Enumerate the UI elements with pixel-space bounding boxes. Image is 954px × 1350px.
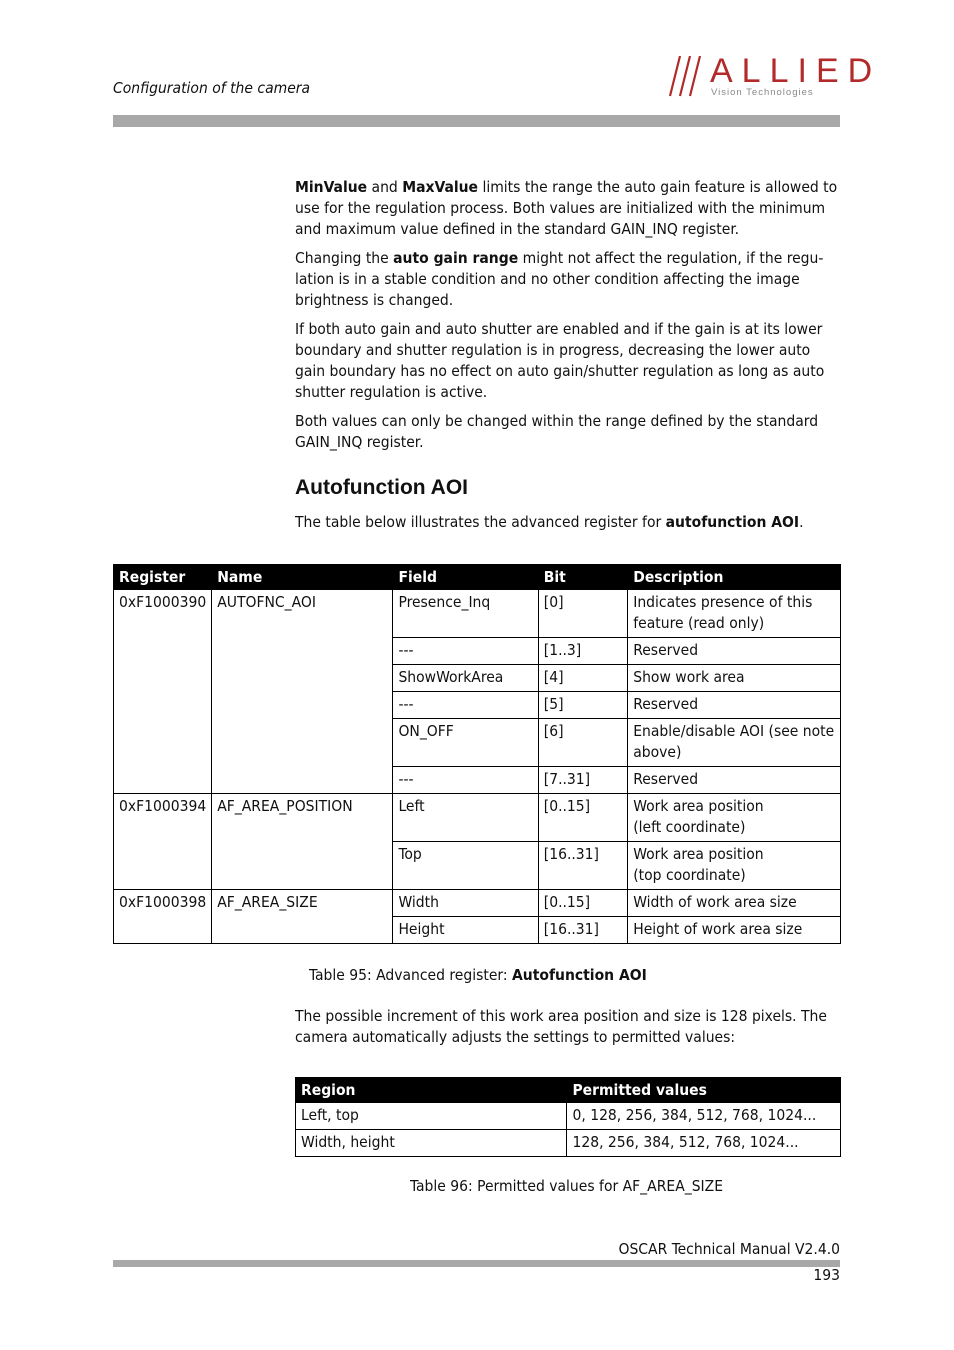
table-row <box>114 590 841 638</box>
register-cell: 0xF1000394 <box>114 794 212 890</box>
section-label: Configuration of the camera <box>113 79 311 97</box>
permitted-values-table <box>295 1077 841 1157</box>
bit-cell: [4] <box>538 665 627 692</box>
field-cell: --- <box>393 692 538 719</box>
text-run: If both auto gain and auto shutter are enabled and if the gain is at its lower boundary and shutter regulation is in progress, decreasing the lower auto gain boundary has no effect on auto gain/shutter regulation as long as auto shutter regulation is active. <box>295 320 825 401</box>
field-cell: Left <box>393 794 538 842</box>
register-cell: 0xF1000390 <box>114 590 212 794</box>
bold-term: auto gain range <box>393 249 519 267</box>
field-cell: Presence_Inq <box>393 590 538 638</box>
column-header: Name <box>212 565 393 590</box>
header-divider <box>113 115 840 127</box>
allied-logo <box>668 52 882 102</box>
logo-tagline: Vision Technologies <box>711 87 814 98</box>
table95-caption <box>309 966 647 984</box>
table96-caption: Table 96: Permitted values for AF_AREA_SIZE <box>410 1177 724 1195</box>
field-cell: Top <box>393 842 538 890</box>
body-paragraph <box>295 248 840 311</box>
name-cell: AF_AREA_SIZE <box>212 890 393 944</box>
intro-text: The table below illustrates the advanced register for <box>295 513 666 531</box>
field-cell: ShowWorkArea <box>393 665 538 692</box>
description-cell: Indicates presence of this feature (read only) <box>628 590 841 638</box>
column-header: Bit <box>538 565 627 590</box>
bit-cell: [7..31] <box>538 767 627 794</box>
region-cell: Left, top <box>296 1103 567 1130</box>
table-header-row <box>296 1078 841 1103</box>
column-header: Region <box>296 1078 567 1103</box>
bit-cell: [16..31] <box>538 917 627 944</box>
column-header: Register <box>114 565 212 590</box>
column-header: Description <box>628 565 841 590</box>
increment-text: The possible increment of this work area position and size is 128 pixels. The camera automatically adjusts the settings to permitted values: <box>295 1007 827 1046</box>
page-number: 193 <box>813 1266 840 1284</box>
bit-cell: [1..3] <box>538 638 627 665</box>
description-cell: Enable/disable AOI (see note above) <box>628 719 841 767</box>
bit-cell: [16..31] <box>538 842 627 890</box>
description-cell: Show work area <box>628 665 841 692</box>
column-header: Field <box>393 565 538 590</box>
column-header: Permitted values <box>567 1078 841 1103</box>
body-paragraph <box>295 319 840 403</box>
permitted-values-cell: 0, 128, 256, 384, 512, 768, 1024... <box>567 1103 841 1130</box>
field-cell: Height <box>393 917 538 944</box>
bit-cell: [0] <box>538 590 627 638</box>
intro-bold: autofunction AOI <box>665 513 800 531</box>
table-row <box>114 794 841 842</box>
bit-cell: [6] <box>538 719 627 767</box>
description-cell: Reserved <box>628 638 841 665</box>
caption-prefix: Table 95: Advanced register: <box>309 966 512 984</box>
text-run: Both values can only be changed within the range defined by the standard GAIN_INQ register. <box>295 412 819 451</box>
description-cell: Reserved <box>628 692 841 719</box>
text-run: and <box>367 178 403 196</box>
body-paragraph <box>295 177 840 240</box>
field-cell: ON_OFF <box>393 719 538 767</box>
text-run: might not affect the regulation, if the regu-lation is in a stable condition and no other condition affecting the image brightness is changed. <box>295 249 824 309</box>
bold-term: MaxValue <box>402 178 479 196</box>
table-intro <box>295 513 804 531</box>
table-header-row <box>114 565 841 590</box>
description-cell: Height of work area size <box>628 917 841 944</box>
increment-paragraph <box>295 1006 840 1056</box>
table-row <box>296 1130 841 1157</box>
bold-term: MinValue <box>295 178 368 196</box>
name-cell: AUTOFNC_AOI <box>212 590 393 794</box>
register-cell: 0xF1000398 <box>114 890 212 944</box>
bit-cell: [5] <box>538 692 627 719</box>
bit-cell: [0..15] <box>538 794 627 842</box>
advanced-register-table <box>113 564 841 944</box>
body-paragraphs <box>295 177 840 461</box>
table-row <box>114 890 841 917</box>
permitted-values-cell: 128, 256, 384, 512, 768, 1024... <box>567 1130 841 1157</box>
field-cell: Width <box>393 890 538 917</box>
description-cell: Work area position (top coordinate) <box>628 842 841 890</box>
description-cell: Width of work area size <box>628 890 841 917</box>
region-cell: Width, height <box>296 1130 567 1157</box>
field-cell: --- <box>393 767 538 794</box>
section-heading: Autofunction AOI <box>295 476 469 499</box>
description-cell: Work area position (left coordinate) <box>628 794 841 842</box>
name-cell: AF_AREA_POSITION <box>212 794 393 890</box>
text-run: limits the range the auto gain feature is allowed to use for the regulation process. Both values are initialized with the minimum and maximum value defined in the standard GAIN_INQ register. <box>295 178 838 238</box>
footer-divider <box>113 1260 840 1267</box>
body-paragraph <box>295 411 840 453</box>
bit-cell: [0..15] <box>538 890 627 917</box>
logo-word: ALLIED <box>710 52 882 90</box>
intro-tail: . <box>799 513 804 531</box>
logo-slashes-icon <box>668 56 710 98</box>
caption-bold: Autofunction AOI <box>511 966 647 984</box>
table-row <box>296 1103 841 1130</box>
field-cell: --- <box>393 638 538 665</box>
description-cell: Reserved <box>628 767 841 794</box>
footer-title: OSCAR Technical Manual V2.4.0 <box>618 1240 840 1258</box>
text-run: Changing the <box>295 249 394 267</box>
